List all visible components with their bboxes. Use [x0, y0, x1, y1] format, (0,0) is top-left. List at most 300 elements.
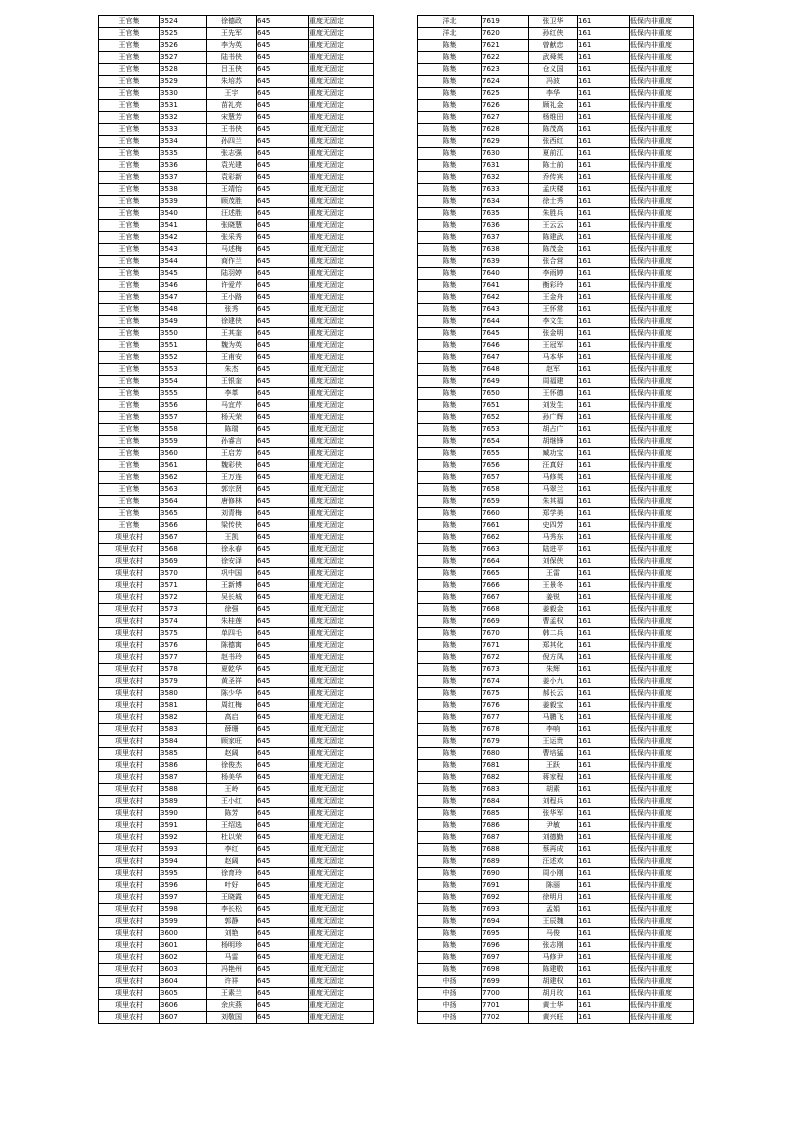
cell-category: 低保内非重度 [630, 160, 694, 172]
cell-amount: 645 [257, 256, 309, 268]
cell-amount: 645 [257, 964, 309, 976]
cell-name: 赵阔 [207, 748, 257, 760]
cell-category: 重度无固定 [309, 508, 374, 520]
cell-id: 7678 [482, 724, 529, 736]
cell-amount: 161 [578, 316, 630, 328]
cell-category: 低保内非重度 [630, 652, 694, 664]
cell-id: 7619 [482, 16, 529, 28]
cell-amount: 161 [578, 928, 630, 940]
cell-name: 张西红 [529, 136, 578, 148]
cell-category: 重度无固定 [309, 1000, 374, 1012]
cell-amount: 161 [578, 388, 630, 400]
cell-amount: 645 [257, 664, 309, 676]
cell-id: 3565 [160, 508, 207, 520]
cell-id: 7674 [482, 676, 529, 688]
cell-amount: 645 [257, 796, 309, 808]
cell-name: 李为英 [207, 40, 257, 52]
cell-name: 曾献忠 [529, 40, 578, 52]
cell-id: 7685 [482, 808, 529, 820]
table-row [418, 316, 694, 328]
cell-place: 陈集 [418, 508, 482, 520]
cell-name: 冯艳州 [207, 964, 257, 976]
right-table-body [418, 16, 694, 1024]
cell-id: 7635 [482, 208, 529, 220]
cell-id: 3600 [160, 928, 207, 940]
cell-amount: 161 [578, 16, 630, 28]
table-row [99, 196, 374, 208]
cell-name: 姜锐 [529, 592, 578, 604]
cell-name: 赵书玲 [207, 652, 257, 664]
cell-id: 3556 [160, 400, 207, 412]
cell-category: 低保内非重度 [630, 544, 694, 556]
cell-amount: 645 [257, 112, 309, 124]
table-row [99, 328, 374, 340]
cell-name: 李华 [529, 88, 578, 100]
cell-place: 陈集 [418, 460, 482, 472]
cell-name: 马述梅 [207, 244, 257, 256]
cell-amount: 645 [257, 688, 309, 700]
cell-place: 陈集 [418, 796, 482, 808]
cell-name: 黄士华 [529, 1000, 578, 1012]
cell-id: 3580 [160, 688, 207, 700]
cell-id: 7675 [482, 688, 529, 700]
cell-place: 洋北 [418, 16, 482, 28]
cell-amount: 645 [257, 988, 309, 1000]
cell-category: 低保内非重度 [630, 820, 694, 832]
cell-amount: 645 [257, 784, 309, 796]
cell-category: 重度无固定 [309, 676, 374, 688]
cell-category: 低保内非重度 [630, 472, 694, 484]
cell-amount: 161 [578, 544, 630, 556]
cell-amount: 161 [578, 628, 630, 640]
cell-id: 7649 [482, 376, 529, 388]
cell-place: 王官集 [99, 244, 160, 256]
cell-place: 陈集 [418, 268, 482, 280]
cell-category: 重度无固定 [309, 220, 374, 232]
cell-amount: 161 [578, 892, 630, 904]
cell-id: 7664 [482, 556, 529, 568]
table-row [418, 820, 694, 832]
cell-place: 王官集 [99, 268, 160, 280]
cell-category: 重度无固定 [309, 664, 374, 676]
cell-category: 低保内非重度 [630, 364, 694, 376]
table-row [418, 148, 694, 160]
cell-name: 巩中国 [207, 568, 257, 580]
cell-id: 7662 [482, 532, 529, 544]
table-row [418, 124, 694, 136]
cell-category: 低保内非重度 [630, 616, 694, 628]
cell-place: 王官集 [99, 304, 160, 316]
cell-name: 王跃 [529, 760, 578, 772]
cell-id: 3562 [160, 472, 207, 484]
table-row [99, 160, 374, 172]
cell-id: 3531 [160, 100, 207, 112]
table-row [99, 352, 374, 364]
cell-place: 项里农村 [99, 844, 160, 856]
cell-amount: 161 [578, 496, 630, 508]
cell-place: 王官集 [99, 412, 160, 424]
cell-place: 陈集 [418, 364, 482, 376]
table-row [418, 40, 694, 52]
cell-place: 王官集 [99, 100, 160, 112]
cell-place: 项里农村 [99, 892, 160, 904]
cell-name: 张秀 [207, 304, 257, 316]
cell-amount: 161 [578, 40, 630, 52]
cell-place: 王官集 [99, 436, 160, 448]
cell-name: 王靖怡 [207, 184, 257, 196]
table-row [418, 88, 694, 100]
cell-place: 王官集 [99, 484, 160, 496]
cell-category: 重度无固定 [309, 376, 374, 388]
cell-name: 马秀东 [529, 532, 578, 544]
cell-category: 低保内非重度 [630, 856, 694, 868]
cell-id: 3547 [160, 292, 207, 304]
table-row [418, 1012, 694, 1024]
cell-amount: 161 [578, 412, 630, 424]
table-row [99, 280, 374, 292]
table-row [418, 400, 694, 412]
cell-amount: 161 [578, 916, 630, 928]
table-row [99, 976, 374, 988]
table-row [99, 172, 374, 184]
cell-amount: 645 [257, 928, 309, 940]
table-row [418, 832, 694, 844]
table-row [418, 28, 694, 40]
table-row [418, 448, 694, 460]
cell-amount: 161 [578, 256, 630, 268]
cell-name: 朱桂莲 [207, 616, 257, 628]
cell-id: 3586 [160, 760, 207, 772]
cell-category: 低保内非重度 [630, 292, 694, 304]
cell-amount: 645 [257, 916, 309, 928]
cell-place: 项里农村 [99, 652, 160, 664]
cell-category: 低保内非重度 [630, 892, 694, 904]
table-row [418, 604, 694, 616]
table-row [99, 892, 374, 904]
cell-amount: 161 [578, 364, 630, 376]
cell-amount: 161 [578, 652, 630, 664]
table-row [418, 364, 694, 376]
table-row [99, 676, 374, 688]
cell-name: 臧功宝 [529, 448, 578, 460]
cell-category: 重度无固定 [309, 748, 374, 760]
cell-id: 7669 [482, 616, 529, 628]
cell-id: 3564 [160, 496, 207, 508]
cell-place: 项里农村 [99, 976, 160, 988]
table-row [99, 184, 374, 196]
cell-id: 7645 [482, 328, 529, 340]
cell-place: 项里农村 [99, 856, 160, 868]
table-row [418, 880, 694, 892]
cell-id: 7657 [482, 472, 529, 484]
cell-amount: 645 [257, 568, 309, 580]
cell-name: 倪方凤 [529, 652, 578, 664]
cell-name: 高启 [207, 712, 257, 724]
table-row [418, 700, 694, 712]
cell-category: 低保内非重度 [630, 184, 694, 196]
cell-place: 陈集 [418, 88, 482, 100]
cell-id: 3549 [160, 316, 207, 328]
cell-id: 7634 [482, 196, 529, 208]
cell-category: 重度无固定 [309, 328, 374, 340]
cell-amount: 161 [578, 304, 630, 316]
cell-category: 重度无固定 [309, 604, 374, 616]
right-table [417, 15, 694, 1024]
table-row [418, 952, 694, 964]
cell-amount: 645 [257, 736, 309, 748]
cell-amount: 645 [257, 676, 309, 688]
table-row [99, 736, 374, 748]
cell-place: 中扬 [418, 1012, 482, 1024]
cell-place: 王官集 [99, 340, 160, 352]
cell-id: 7629 [482, 136, 529, 148]
cell-id: 3537 [160, 172, 207, 184]
table-row [418, 988, 694, 1000]
cell-name: 郑学美 [529, 508, 578, 520]
cell-category: 低保内非重度 [630, 772, 694, 784]
cell-place: 陈集 [418, 472, 482, 484]
cell-id: 7679 [482, 736, 529, 748]
cell-place: 陈集 [418, 916, 482, 928]
cell-name: 胡素 [529, 784, 578, 796]
cell-place: 陈集 [418, 124, 482, 136]
cell-amount: 161 [578, 484, 630, 496]
cell-place: 王官集 [99, 328, 160, 340]
cell-name: 袁光建 [207, 160, 257, 172]
cell-id: 7697 [482, 952, 529, 964]
cell-amount: 161 [578, 208, 630, 220]
cell-place: 王官集 [99, 424, 160, 436]
cell-category: 低保内非重度 [630, 52, 694, 64]
cell-category: 重度无固定 [309, 640, 374, 652]
cell-place: 陈集 [418, 664, 482, 676]
cell-name: 张志强 [207, 148, 257, 160]
table-row [418, 844, 694, 856]
cell-place: 中扬 [418, 976, 482, 988]
cell-place: 陈集 [418, 640, 482, 652]
cell-amount: 645 [257, 748, 309, 760]
table-row [99, 832, 374, 844]
cell-id: 3592 [160, 832, 207, 844]
table-row [99, 136, 374, 148]
cell-place: 王官集 [99, 460, 160, 472]
cell-id: 7621 [482, 40, 529, 52]
cell-amount: 645 [257, 316, 309, 328]
cell-amount: 161 [578, 736, 630, 748]
cell-category: 低保内非重度 [630, 928, 694, 940]
cell-place: 陈集 [418, 352, 482, 364]
cell-amount: 161 [578, 712, 630, 724]
cell-category: 重度无固定 [309, 688, 374, 700]
cell-place: 陈集 [418, 724, 482, 736]
cell-place: 陈集 [418, 592, 482, 604]
cell-place: 王官集 [99, 16, 160, 28]
cell-name: 汪真好 [529, 460, 578, 472]
cell-name: 胡月玫 [529, 988, 578, 1000]
cell-category: 低保内非重度 [630, 220, 694, 232]
table-row [418, 916, 694, 928]
cell-place: 陈集 [418, 388, 482, 400]
cell-name: 顾家旺 [207, 736, 257, 748]
cell-place: 陈集 [418, 184, 482, 196]
table-row [99, 316, 374, 328]
cell-place: 陈集 [418, 928, 482, 940]
cell-amount: 161 [578, 280, 630, 292]
table-row [99, 928, 374, 940]
cell-place: 陈集 [418, 328, 482, 340]
cell-name: 王凯 [207, 532, 257, 544]
cell-place: 项里农村 [99, 736, 160, 748]
cell-amount: 645 [257, 712, 309, 724]
cell-name: 乔传宾 [529, 172, 578, 184]
cell-name: 郑其化 [529, 640, 578, 652]
cell-category: 重度无固定 [309, 268, 374, 280]
cell-name: 孙睿言 [207, 436, 257, 448]
cell-id: 3539 [160, 196, 207, 208]
cell-name: 刘青梅 [207, 508, 257, 520]
cell-category: 重度无固定 [309, 400, 374, 412]
cell-amount: 161 [578, 592, 630, 604]
cell-amount: 161 [578, 964, 630, 976]
cell-amount: 161 [578, 784, 630, 796]
cell-name: 曹培猛 [529, 748, 578, 760]
cell-place: 陈集 [418, 808, 482, 820]
cell-place: 项里农村 [99, 688, 160, 700]
cell-id: 7631 [482, 160, 529, 172]
cell-name: 马宜芹 [207, 400, 257, 412]
cell-id: 3536 [160, 160, 207, 172]
cell-id: 7670 [482, 628, 529, 640]
cell-place: 项里农村 [99, 928, 160, 940]
cell-amount: 645 [257, 808, 309, 820]
cell-place: 王官集 [99, 52, 160, 64]
cell-place: 陈集 [418, 424, 482, 436]
cell-place: 王官集 [99, 496, 160, 508]
table-row [99, 40, 374, 52]
cell-id: 7636 [482, 220, 529, 232]
table-row [418, 256, 694, 268]
cell-place: 陈集 [418, 868, 482, 880]
table-row [418, 724, 694, 736]
cell-amount: 161 [578, 844, 630, 856]
cell-name: 王运贵 [529, 736, 578, 748]
cell-amount: 161 [578, 556, 630, 568]
cell-amount: 645 [257, 100, 309, 112]
cell-id: 3606 [160, 1000, 207, 1012]
cell-amount: 161 [578, 148, 630, 160]
cell-amount: 645 [257, 1012, 309, 1024]
cell-place: 王官集 [99, 232, 160, 244]
cell-amount: 161 [578, 604, 630, 616]
cell-place: 陈集 [418, 40, 482, 52]
cell-id: 7650 [482, 388, 529, 400]
table-row [99, 688, 374, 700]
cell-amount: 161 [578, 76, 630, 88]
cell-place: 陈集 [418, 784, 482, 796]
table-row [99, 148, 374, 160]
cell-place: 王官集 [99, 448, 160, 460]
cell-amount: 161 [578, 580, 630, 592]
table-row [99, 820, 374, 832]
cell-category: 低保内非重度 [630, 328, 694, 340]
cell-place: 项里农村 [99, 664, 160, 676]
table-row [418, 676, 694, 688]
cell-amount: 645 [257, 28, 309, 40]
table-row [418, 292, 694, 304]
cell-id: 3548 [160, 304, 207, 316]
cell-id: 7689 [482, 856, 529, 868]
cell-name: 郭宗贤 [207, 484, 257, 496]
cell-place: 中扬 [418, 1000, 482, 1012]
cell-name: 陈瑞 [207, 424, 257, 436]
cell-id: 3571 [160, 580, 207, 592]
cell-place: 陈集 [418, 676, 482, 688]
cell-place: 项里农村 [99, 964, 160, 976]
cell-id: 7666 [482, 580, 529, 592]
cell-id: 7632 [482, 172, 529, 184]
cell-id: 3540 [160, 208, 207, 220]
cell-place: 项里农村 [99, 532, 160, 544]
cell-amount: 161 [578, 400, 630, 412]
cell-amount: 161 [578, 352, 630, 364]
cell-amount: 645 [257, 532, 309, 544]
cell-id: 3568 [160, 544, 207, 556]
cell-category: 重度无固定 [309, 784, 374, 796]
cell-id: 3579 [160, 676, 207, 688]
cell-amount: 645 [257, 424, 309, 436]
cell-place: 项里农村 [99, 952, 160, 964]
cell-id: 7628 [482, 124, 529, 136]
cell-id: 7693 [482, 904, 529, 916]
cell-id: 3554 [160, 376, 207, 388]
cell-place: 陈集 [418, 964, 482, 976]
cell-id: 7630 [482, 148, 529, 160]
cell-id: 7651 [482, 400, 529, 412]
table-row [418, 460, 694, 472]
cell-amount: 645 [257, 1000, 309, 1012]
cell-id: 7640 [482, 268, 529, 280]
cell-id: 7647 [482, 352, 529, 364]
cell-amount: 161 [578, 436, 630, 448]
cell-amount: 161 [578, 328, 630, 340]
cell-category: 低保内非重度 [630, 496, 694, 508]
cell-name: 陆进平 [529, 544, 578, 556]
cell-id: 3534 [160, 136, 207, 148]
cell-id: 7667 [482, 592, 529, 604]
cell-category: 重度无固定 [309, 892, 374, 904]
table-row [418, 592, 694, 604]
cell-place: 陈集 [418, 832, 482, 844]
cell-name: 刘艳 [207, 928, 257, 940]
cell-amount: 645 [257, 628, 309, 640]
cell-amount: 645 [257, 436, 309, 448]
cell-id: 7701 [482, 1000, 529, 1012]
cell-category: 重度无固定 [309, 964, 374, 976]
table-row [418, 388, 694, 400]
cell-place: 陈集 [418, 532, 482, 544]
table-row [99, 16, 374, 28]
cell-category: 低保内非重度 [630, 604, 694, 616]
cell-place: 陈集 [418, 76, 482, 88]
cell-name: 张卫华 [529, 16, 578, 28]
cell-amount: 161 [578, 952, 630, 964]
cell-name: 尹敏 [529, 820, 578, 832]
cell-name: 徐士秀 [529, 196, 578, 208]
cell-category: 重度无固定 [309, 724, 374, 736]
cell-place: 陈集 [418, 208, 482, 220]
cell-amount: 645 [257, 184, 309, 196]
table-row [99, 508, 374, 520]
